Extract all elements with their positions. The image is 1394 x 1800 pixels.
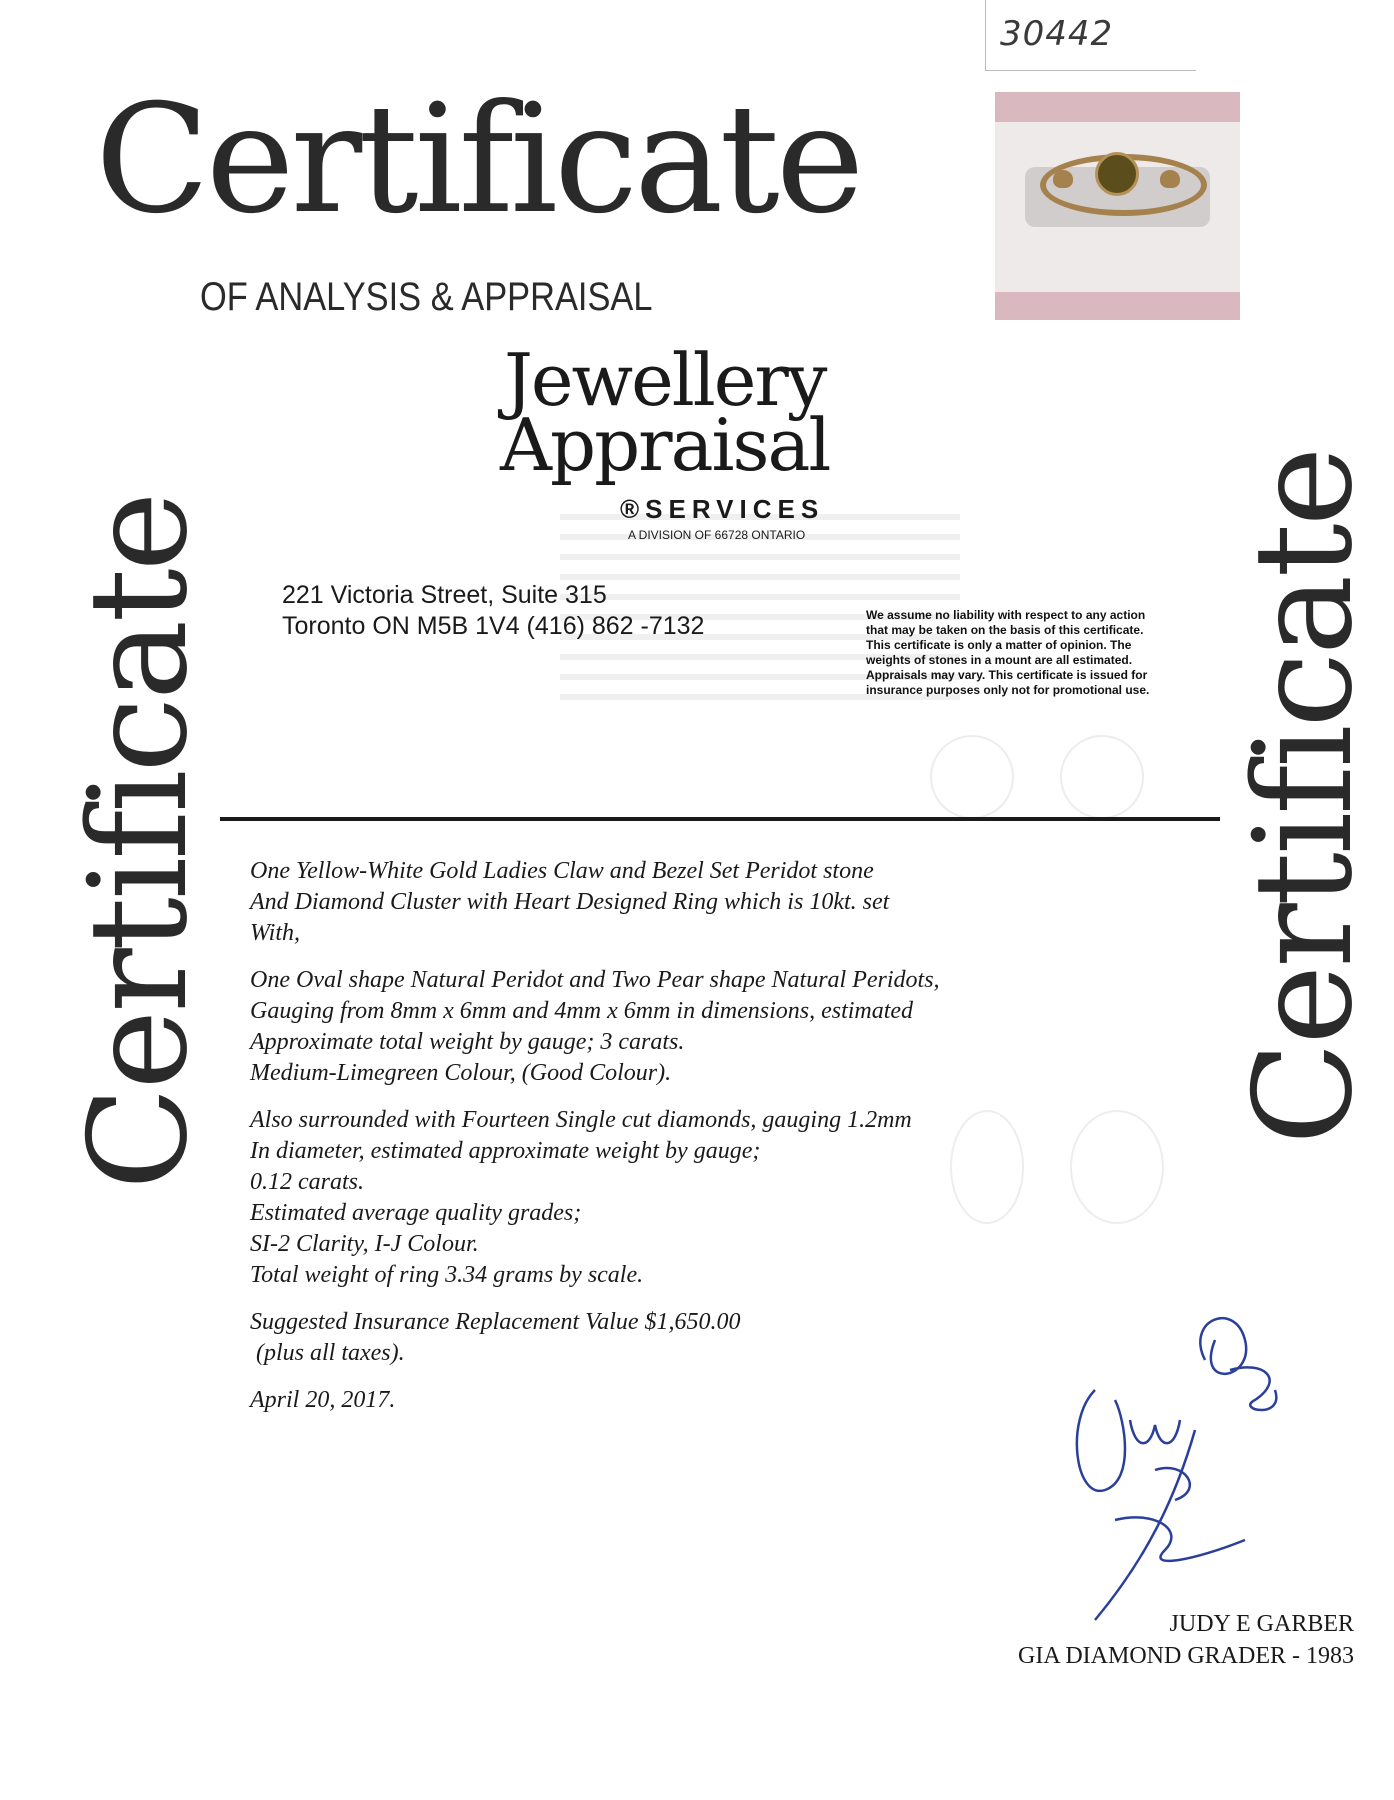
- appraiser-block: [1018, 1608, 1354, 1672]
- brand-logo: [500, 338, 830, 487]
- description-line: In diameter, estimated approximate weight by gauge;: [250, 1138, 761, 1164]
- address-line2: Toronto ON M5B 1V4 (416) 862 -7132: [282, 612, 705, 641]
- ring-heart-right: [1160, 170, 1180, 188]
- watermark-diamond-shape: [1060, 735, 1144, 819]
- liability-disclaimer: We assume no liability with respect to any action that may be taken on the basis of this certificate. This certificate is only a matter of opinion. The weights of stones in a mount are all estimated. Appraisals may vary. This certificate is issued for insurance purposes only not for promotional use.: [866, 608, 1150, 697]
- description-line: One Yellow-White Gold Ladies Claw and Bezel Set Peridot stone: [250, 858, 874, 884]
- appraiser-credential: GIA DIAMOND GRADER - 1983: [1018, 1643, 1354, 1669]
- handwritten-signature: [1055, 1300, 1295, 1640]
- certificate-title: Certificate: [95, 73, 861, 247]
- description-line: Also surrounded with Fourteen Single cut diamonds, gauging 1.2mm: [250, 1107, 912, 1133]
- reference-number: 30442: [1000, 14, 1114, 54]
- description-line: With,: [250, 920, 301, 946]
- tax-note: (plus all taxes).: [250, 1340, 405, 1366]
- description-line: One Oval shape Natural Peridot and Two Pear shape Natural Peridots,: [250, 967, 940, 993]
- diamond-paragraph: [250, 1105, 1070, 1291]
- watermark-diamond-shape: [930, 735, 1014, 819]
- brand-line2: Appraisal: [500, 402, 830, 487]
- date-paragraph: [250, 1385, 1070, 1416]
- description-line: Approximate total weight by gauge; 3 carats.: [250, 1029, 685, 1055]
- brand-services: ®SERVICES: [620, 494, 825, 524]
- address-line1: 221 Victoria Street, Suite 315: [282, 581, 607, 609]
- brand-line1: Jewellery: [503, 338, 826, 422]
- appraisal-description: [250, 856, 1070, 1432]
- side-label-right: Certificate: [1225, 449, 1382, 1145]
- side-label-left: Certificate: [60, 494, 217, 1190]
- insurance-value: Suggested Insurance Replacement Value $1,650.00: [250, 1309, 741, 1335]
- appraiser-name: JUDY E GARBER: [1169, 1611, 1354, 1637]
- item-paragraph: [250, 856, 1070, 949]
- value-paragraph: [250, 1307, 1070, 1369]
- divider-line: [220, 817, 1220, 821]
- brand-division: A DIVISION OF 66728 ONTARIO: [628, 528, 806, 542]
- description-line: Total weight of ring 3.34 grams by scale.: [250, 1262, 644, 1288]
- description-line: Estimated average quality grades;: [250, 1200, 582, 1226]
- description-line: And Diamond Cluster with Heart Designed Ring which is 10kt. set: [250, 889, 890, 915]
- description-line: SI-2 Clarity, I-J Colour.: [250, 1231, 479, 1257]
- business-address: [282, 580, 704, 643]
- peridot-stone: [1095, 152, 1139, 196]
- certificate-subtitle: OF ANALYSIS & APPRAISAL: [200, 275, 653, 319]
- description-line: Gauging from 8mm x 6mm and 4mm x 6mm in dimensions, estimated: [250, 998, 914, 1024]
- watermark-diamond-shape: [1070, 1110, 1164, 1224]
- ring-photo: [995, 92, 1240, 320]
- appraisal-date: April 20, 2017.: [250, 1387, 396, 1413]
- description-line: 0.12 carats.: [250, 1169, 364, 1195]
- description-line: Medium-Limegreen Colour, (Good Colour).: [250, 1060, 672, 1086]
- peridot-paragraph: [250, 965, 1070, 1089]
- ring-heart-left: [1053, 170, 1073, 188]
